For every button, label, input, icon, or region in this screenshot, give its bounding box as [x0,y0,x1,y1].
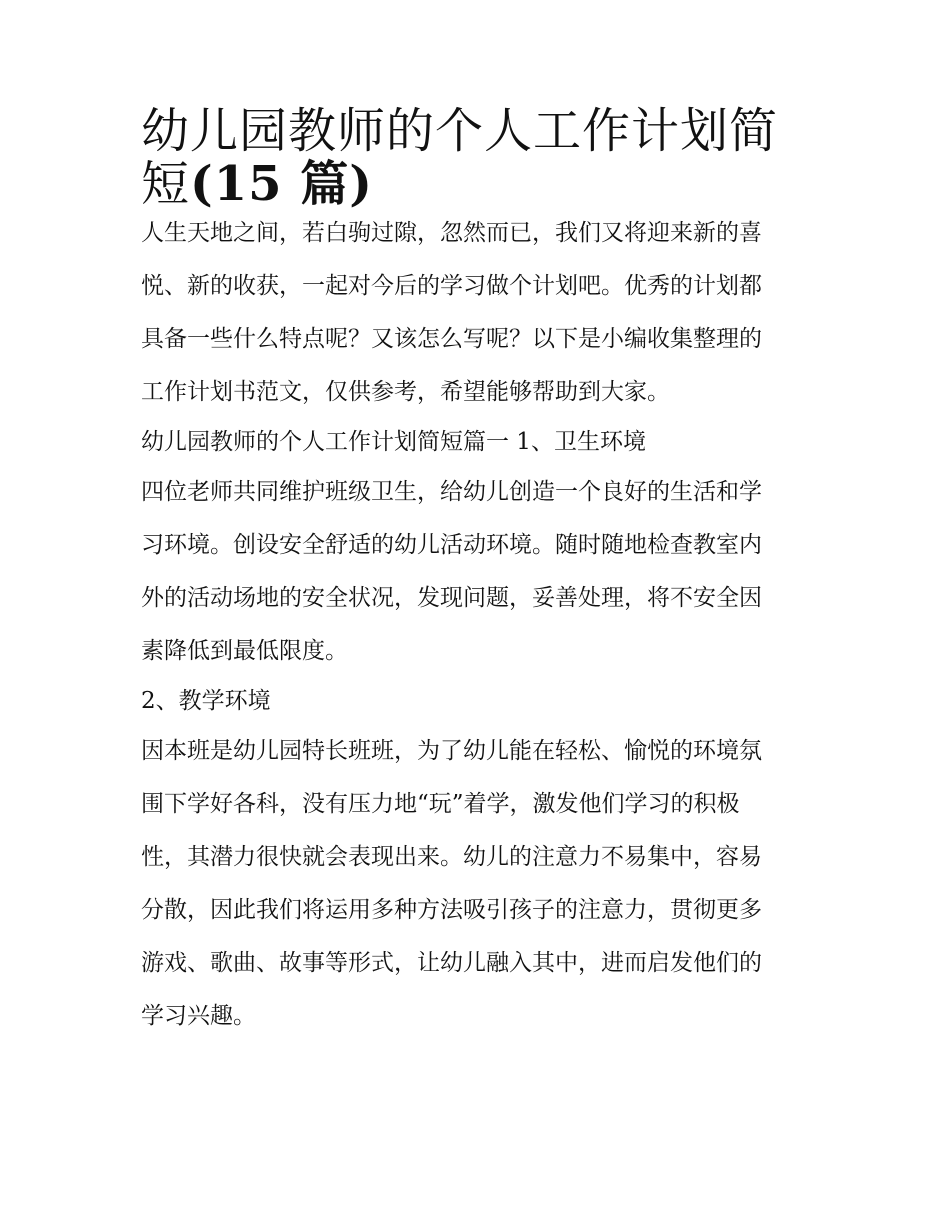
title-line-2 [141,156,813,212]
document-title [141,103,813,212]
text-line: 外的活动场地的安全状况，发现问题，妥善处理，将不安全因 [141,585,762,611]
section-heading-hygiene [141,423,813,461]
text-line: 悦、新的收获，一起对今后的学习做个计划吧。优秀的计划都 [141,273,762,299]
text-line: 四位老师共同维护班级卫生，给幼儿创造一个良好的生活和学 [141,479,762,505]
hygiene-paragraph [141,473,813,670]
title-line-1: 幼儿园教师的个人工作计划简 [141,103,779,159]
text-line: 人生天地之间，若白驹过隙，忽然而已，我们又将迎来新的喜 [141,220,762,246]
text-line: 具备一些什么特点呢？又该怎么写呢？以下是小编收集整理的 [141,326,762,352]
text-line: 游戏、歌曲、故事等形式，让幼儿融入其中，进而启发他们的 [141,950,762,976]
text-line: 工作计划书范文，仅供参考，希望能够帮助到大家。 [141,379,670,405]
title-line-2-prefix: 短 [141,156,191,212]
section-heading-teaching [141,682,813,720]
text-line: 性，其潜力很快就会表现出来。幼儿的注意力不易集中，容易 [141,844,762,870]
text-line: 幼儿园教师的个人工作计划简短篇一 1、卫生环境 [141,429,646,455]
intro-paragraph [141,214,813,411]
text-line: 围下学好各科，没有压力地“玩”着学，激发他们学习的积极 [141,791,740,817]
text-line: 分散，因此我们将运用多种方法吸引孩子的注意力，贯彻更多 [141,897,762,923]
text-line: 学习兴趣。 [141,1003,256,1029]
text-line: 习环境。创设安全舒适的幼儿活动环境。随时随地检查教室内 [141,532,762,558]
teaching-paragraph [141,732,813,1035]
title-count: (15 篇) [190,156,373,212]
document-page [141,103,813,1035]
text-line: 2、教学环境 [141,688,271,714]
text-line: 因本班是幼儿园特长班班，为了幼儿能在轻松、愉悦的环境氛 [141,738,762,764]
text-line: 素降低到最低限度。 [141,638,348,664]
